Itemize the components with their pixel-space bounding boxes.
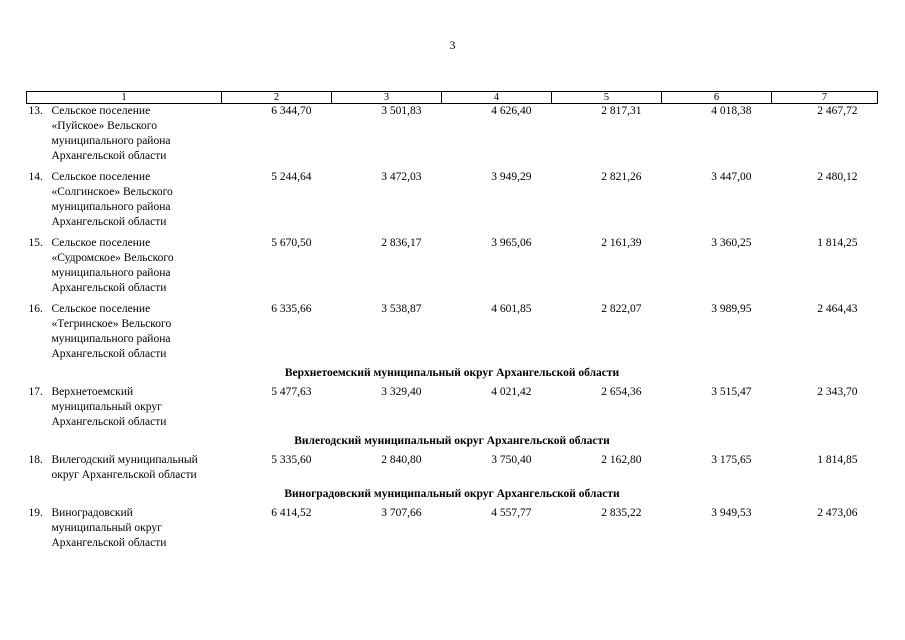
row-name-cell [27, 236, 222, 296]
row-name: Сельское поселение «Тегринское» Вельского муниципального района Архангельской области [51, 303, 172, 360]
value-cell: 3 750,40 [491, 454, 532, 466]
section-title: Виноградовский муниципальный округ Архангельской области [284, 488, 620, 500]
column-header: 7 [772, 92, 878, 104]
row-name: Сельское поселение «Пуйское» Вельского муниципального района Архангельской области [51, 105, 171, 162]
value-cell: 3 472,03 [381, 171, 422, 183]
value-cell: 5 670,50 [271, 237, 312, 249]
value-cell: 2 822,07 [601, 303, 642, 315]
value-cell: 3 707,66 [381, 507, 422, 519]
value-cell: 3 949,53 [711, 507, 752, 519]
row-number: 19. [28, 507, 43, 519]
value-cell: 2 817,31 [601, 105, 642, 117]
value-cell: 4 557,77 [491, 507, 532, 519]
row-name-cell [27, 506, 222, 551]
value-cell: 3 360,25 [711, 237, 752, 249]
value-cell: 2 464,43 [817, 303, 858, 315]
table-body [27, 104, 878, 552]
value-cell: 3 949,29 [491, 171, 532, 183]
value-cell: 2 840,80 [381, 454, 422, 466]
value-cell: 3 538,87 [381, 303, 422, 315]
column-header: 4 [442, 92, 552, 104]
value-cell: 1 814,85 [817, 454, 858, 466]
table-row [27, 236, 878, 296]
value-cell: 2 162,80 [601, 454, 642, 466]
row-number: 13. [28, 105, 43, 117]
value-cell: 3 515,47 [711, 386, 752, 398]
column-header: 5 [552, 92, 662, 104]
column-header: 1 [27, 92, 222, 104]
value-cell: 6 335,66 [271, 303, 312, 315]
column-header: 2 [222, 92, 332, 104]
value-cell: 5 335,60 [271, 454, 312, 466]
value-cell: 3 329,40 [381, 386, 422, 398]
table-row [27, 385, 878, 430]
column-header: 3 [332, 92, 442, 104]
row-number: 16. [28, 303, 43, 315]
row-name-cell [27, 385, 222, 430]
row-number: 15. [28, 237, 43, 249]
row-name-cell [27, 104, 222, 165]
value-cell: 6 414,52 [271, 507, 312, 519]
value-cell: 2 161,39 [601, 237, 642, 249]
row-name-cell [27, 302, 222, 362]
section-title: Верхнетоемский муниципальный округ Архангельской области [284, 367, 620, 379]
table-row [27, 302, 878, 362]
value-cell: 4 626,40 [491, 105, 532, 117]
value-cell: 3 501,83 [381, 105, 422, 117]
row-number: 18. [28, 454, 43, 466]
row-name-cell [27, 170, 222, 230]
value-cell: 4 601,85 [491, 303, 532, 315]
value-cell: 4 021,42 [491, 386, 532, 398]
column-header: 6 [662, 92, 772, 104]
row-name: Верхнетоемский муниципальный округ Архангельской области [51, 386, 167, 428]
data-table [26, 91, 878, 551]
value-cell: 3 175,65 [711, 454, 752, 466]
value-cell: 2 836,17 [381, 237, 422, 249]
value-cell: 2 467,72 [817, 105, 858, 117]
row-number: 14. [28, 171, 43, 183]
section-header-row [27, 483, 878, 506]
table-row [27, 453, 878, 483]
header-row [27, 92, 878, 104]
table-row [27, 170, 878, 230]
row-name-cell [27, 453, 222, 483]
table-row [27, 506, 878, 551]
value-cell: 3 965,06 [491, 237, 532, 249]
value-cell: 2 343,70 [817, 386, 858, 398]
section-title: Вилегодский муниципальный округ Архангельской области [294, 435, 610, 447]
row-number: 17. [28, 386, 43, 398]
row-name: Сельское поселение «Судромское» Вельского муниципального района Архангельской области [51, 237, 174, 294]
value-cell: 3 447,00 [711, 171, 752, 183]
value-cell: 3 989,95 [711, 303, 752, 315]
table-header [27, 92, 878, 104]
value-cell: 4 018,38 [711, 105, 752, 117]
value-cell: 6 344,70 [271, 105, 312, 117]
table-row [27, 104, 878, 165]
value-cell: 2 821,26 [601, 171, 642, 183]
value-cell: 5 477,63 [271, 386, 312, 398]
value-cell: 2 480,12 [817, 171, 858, 183]
value-cell: 2 654,36 [601, 386, 642, 398]
section-header-row [27, 362, 878, 385]
value-cell: 1 814,25 [817, 237, 858, 249]
value-cell: 2 473,06 [817, 507, 858, 519]
row-name: Виноградовский муниципальный округ Архангельской области [51, 507, 167, 549]
row-name: Сельское поселение «Солгинское» Вельского муниципального района Архангельской области [51, 171, 173, 228]
page-number: 3 [449, 38, 456, 52]
row-name: Вилегодский муниципальный округ Архангельской области [51, 454, 198, 481]
value-cell: 2 835,22 [601, 507, 642, 519]
section-header-row [27, 430, 878, 453]
value-cell: 5 244,64 [271, 171, 312, 183]
